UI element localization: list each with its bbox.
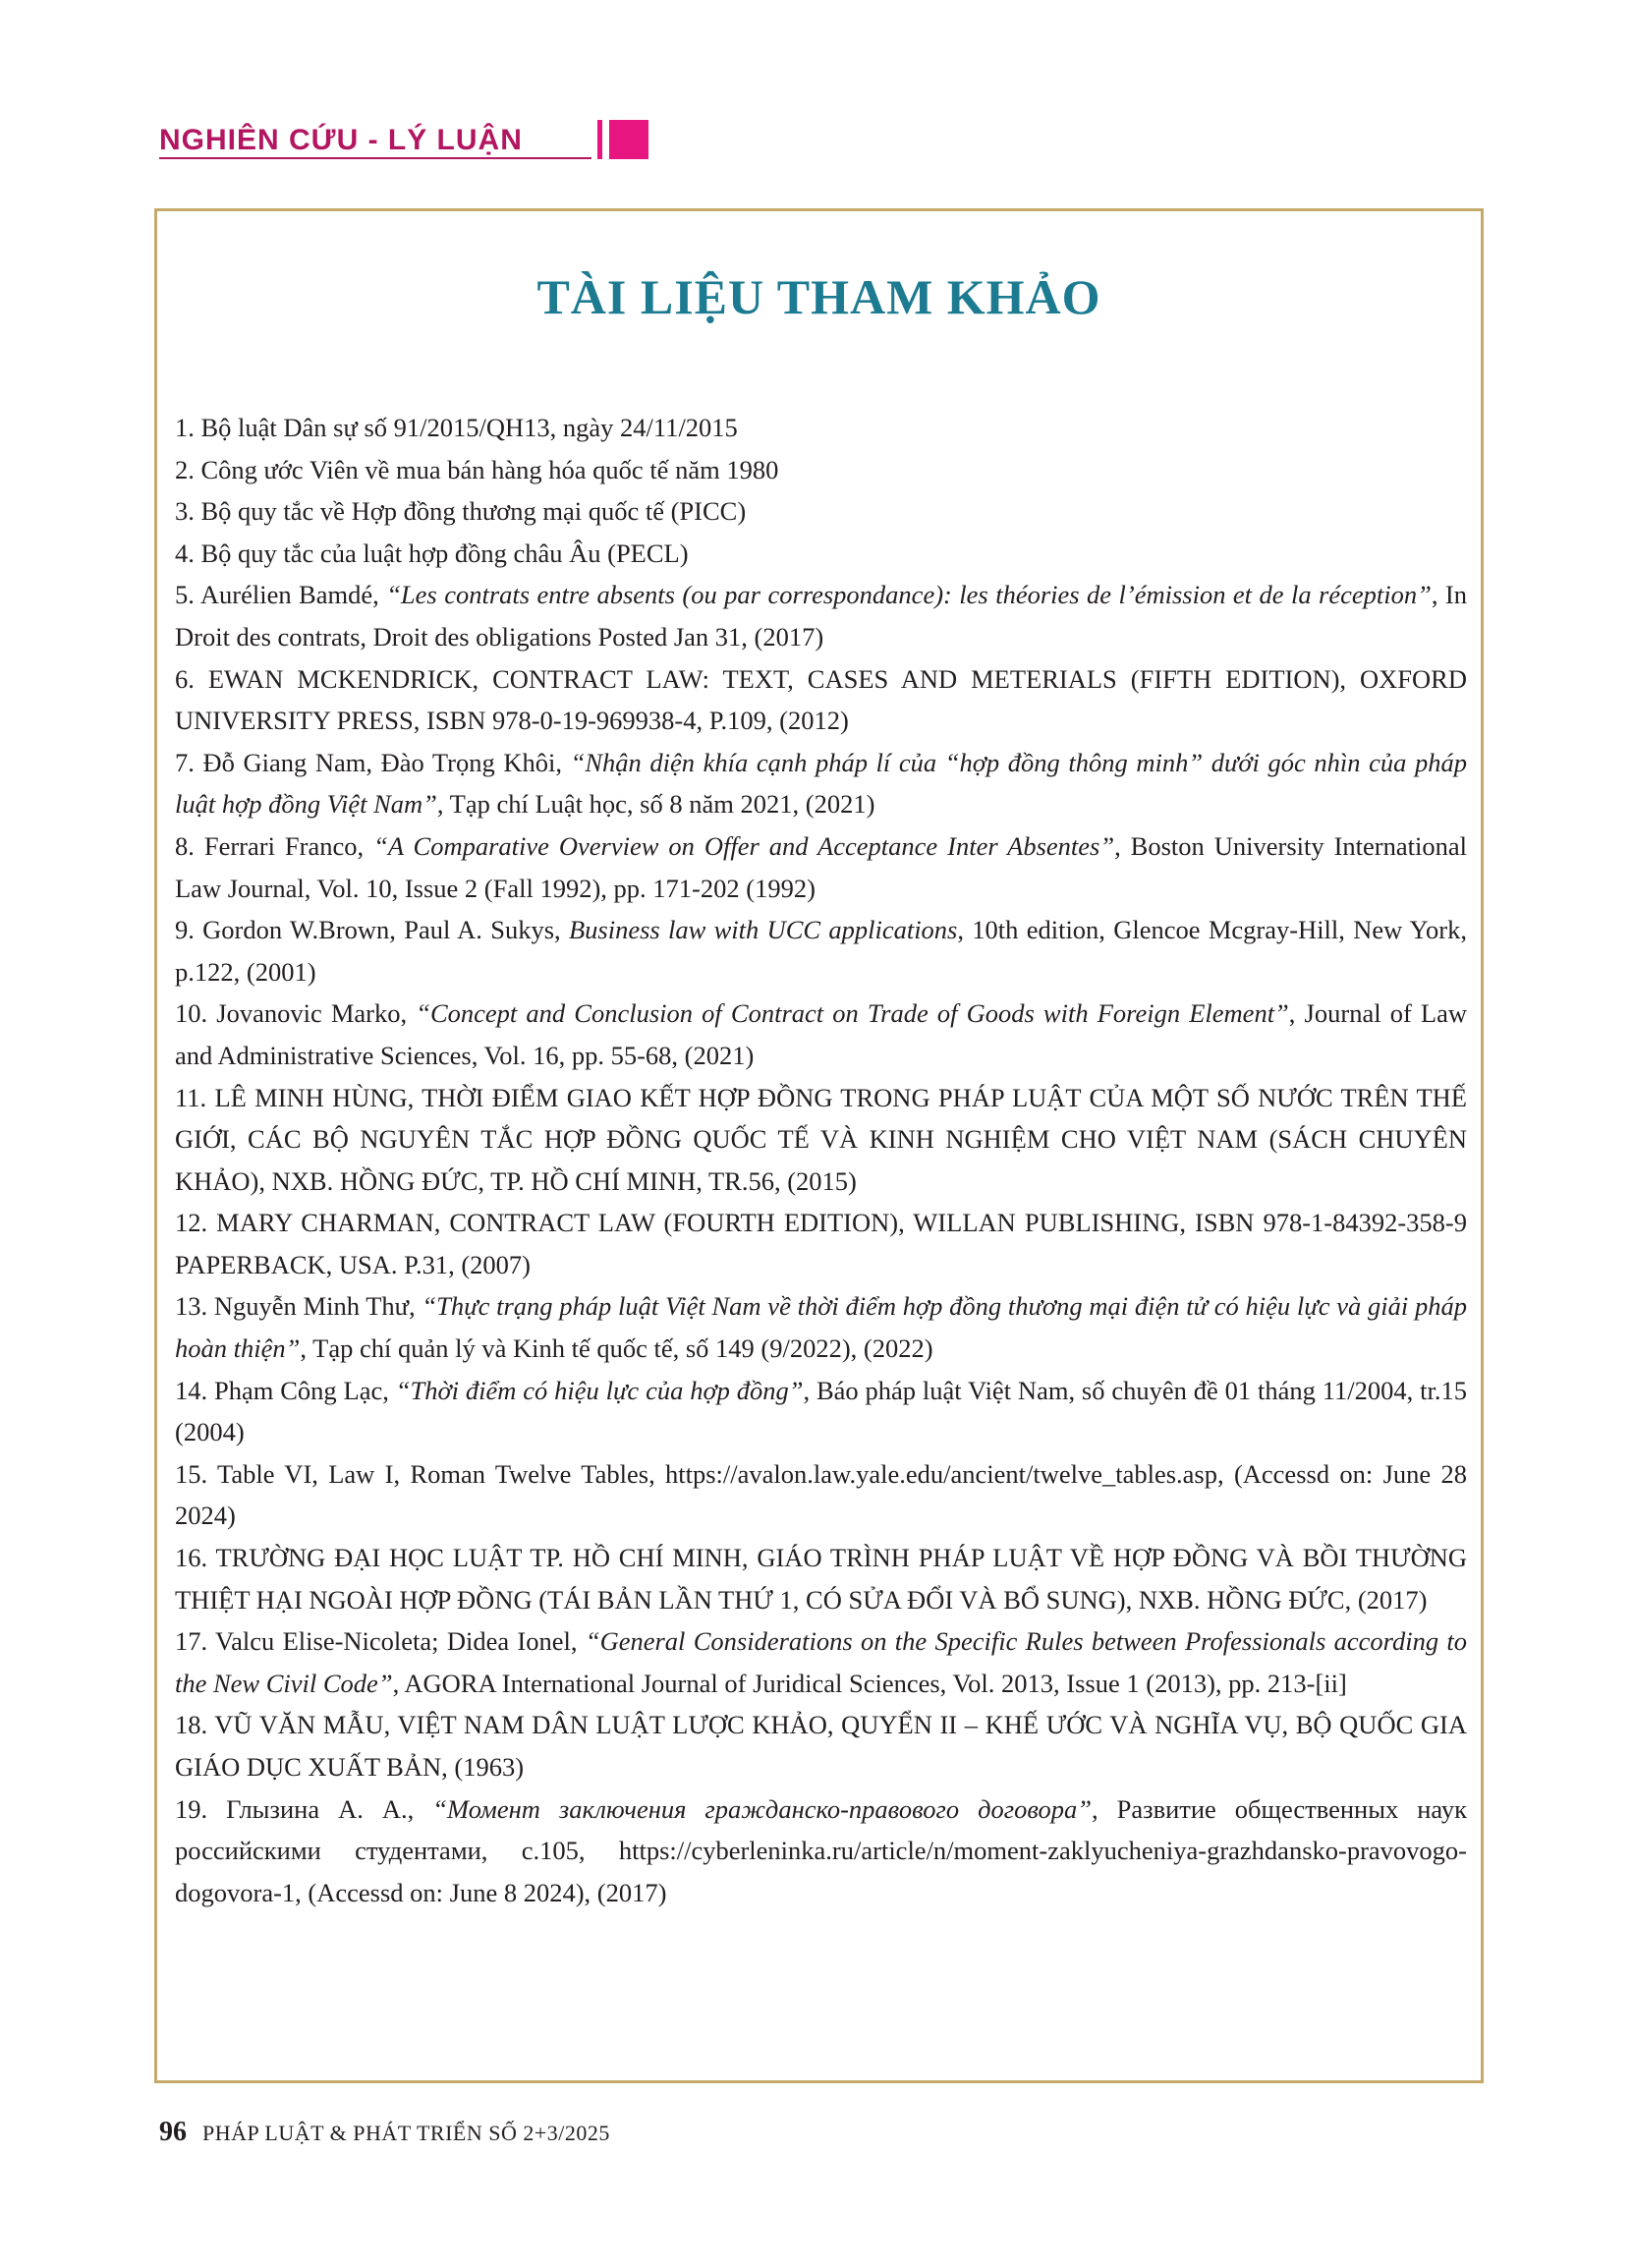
reference-item	[175, 909, 1467, 992]
reference-text: 3. Bộ quy tắc về Hợp đồng thương mại quốc tế (PICC)	[175, 496, 747, 527]
reference-title: “Nhận diện khía cạnh pháp lí của “hợp đồng thông minh” dưới góc nhìn của pháp luật hợp đồng Việt Nam”	[175, 747, 1467, 820]
reference-title: Business law with UCC applications	[568, 915, 958, 945]
reference-text: 7. Đỗ Giang Nam, Đào Trọng Khôi,	[175, 747, 571, 777]
page-footer	[159, 2117, 610, 2148]
reference-text: 12. MARY CHARMAN, CONTRACT LAW (FOURTH EDITION), WILLAN PUBLISHING, ISBN 978-1-84392-358-9 PAPERBACK, USA. P.31, (2007)	[175, 1208, 1467, 1279]
reference-item	[175, 992, 1467, 1076]
reference-text: 18. VŨ VĂN MẪU, VIỆT NAM DÂN LUẬT LƯỢC KHẢO, QUYỂN II – KHẾ ƯỚC VÀ NGHĨA VỤ, BỘ QUỐC GIA GIÁO DỤC XUẤT BẢN, (1963)	[175, 1710, 1467, 1782]
reference-details: , Journal of Law and Administrative Sciences, Vol. 16, pp. 55-68, (2021)	[175, 998, 1467, 1070]
reference-title: “Thời điểm có hiệu lực của hợp đồng”	[395, 1375, 804, 1405]
reference-title: “A Comparative Overview on Offer and Acceptance Inter Absentes”	[373, 830, 1115, 861]
reference-title: “Les contrats entre absents (ou par correspondance): les théories de l’émission et de la réception”	[386, 580, 1432, 610]
section-header	[159, 120, 650, 159]
section-accent-square	[609, 120, 648, 159]
reference-text: 6. EWAN MCKENDRICK, CONTRACT LAW: TEXT, CASES AND METERIALS (FIFTH EDITION), OXFORD UNIVERSITY PRESS, ISBN 978-0-19-969938-4, P.109, (2012)	[175, 663, 1467, 736]
reference-details: , Развитие общественных наук российскими студентами, с.105, https://cyberleninka.ru/article/n/moment-zaklyucheniya-grazhdansko-pravovogo-dogovora-1, (Accessd on: June 8 2024), (2017)	[175, 1793, 1467, 1907]
reference-item	[175, 1202, 1467, 1285]
reference-details: , AGORA International Journal of Juridical Sciences, Vol. 2013, Issue 1 (2013), pp. 213-[ii]	[392, 1668, 1347, 1698]
reference-item	[175, 742, 1467, 825]
reference-item	[175, 1285, 1467, 1369]
reference-item	[175, 490, 1467, 533]
reference-details: , Tạp chí Luật học, số 8 năm 2021, (2021)	[436, 789, 875, 820]
reference-item	[175, 658, 1467, 742]
reference-details: , Tạp chí quản lý và Kinh tế quốc tế, số 149 (9/2022), (2022)	[300, 1333, 933, 1364]
reference-details: , Báo pháp luật Việt Nam, số chuyên đề 01 tháng 11/2004, tr.15 (2004)	[175, 1375, 1467, 1447]
reference-details: , In Droit des contrats, Droit des obligations Posted Jan 31, (2017)	[175, 580, 1468, 652]
reference-text: 16. TRƯỜNG ĐẠI HỌC LUẬT TP. HỒ CHÍ MINH, GIÁO TRÌNH PHÁP LUẬT VỀ HỢP ĐỒNG VÀ BỒI THƯỜNG THIỆT HẠI NGOÀI HỢP ĐỒNG (TÁI BẢN LẦN THỨ 1, CÓ SỬA ĐỔI VÀ BỔ SUNG), NXB. HỒNG ĐỨC, (2017)	[175, 1543, 1467, 1615]
reference-item	[175, 533, 1467, 575]
reference-item	[175, 449, 1467, 491]
reference-title: “Thực trạng pháp luật Việt Nam về thời điểm hợp đồng thương mại điện tử có hiệu lực và giải pháp hoàn thiện”	[175, 1291, 1467, 1364]
publication-name: PHÁP LUẬT & PHÁT TRIỂN SỐ 2+3/2025	[202, 2121, 610, 2145]
reference-text: 15. Table VI, Law I, Roman Twelve Tables, https://avalon.law.yale.edu/ancient/twelve_tables.asp, (Accessd on: June 28 2024)	[175, 1458, 1467, 1531]
reference-item	[175, 1704, 1467, 1787]
reference-item	[175, 407, 1467, 449]
references-box	[154, 208, 1484, 2083]
reference-text: 8. Ferrari Franco,	[175, 830, 374, 861]
reference-title: “General Considerations on the Specific Rules between Professionals according to the New Civil Code”	[175, 1626, 1467, 1698]
reference-item	[175, 1620, 1467, 1704]
references-title: TÀI LIỆU THAM KHẢO	[536, 269, 1101, 324]
references-list	[175, 407, 1467, 1913]
reference-item	[175, 825, 1467, 909]
reference-text: 9. Gordon W.Brown, Paul A. Sukys,	[175, 915, 569, 945]
reference-text: 17. Valcu Elise-Nicoleta; Didea Ionel,	[175, 1626, 586, 1657]
page-number: 96	[159, 2117, 187, 2147]
reference-item	[175, 1453, 1467, 1537]
section-accent-bar-thin	[597, 120, 602, 159]
section-underline	[159, 157, 591, 159]
reference-text: 1. Bộ luật Dân sự số 91/2015/QH13, ngày 24/11/2015	[175, 413, 738, 442]
reference-item	[175, 1537, 1467, 1620]
reference-details: , 10th edition, Glencoe Mcgray-Hill, New York, p.122, (2001)	[175, 915, 1467, 987]
reference-item	[175, 1077, 1467, 1203]
reference-item	[175, 1370, 1467, 1453]
reference-text: 13. Nguyễn Minh Thư,	[175, 1291, 422, 1322]
reference-text: 11. LÊ MINH HÙNG, THỜI ĐIỂM GIAO KẾT HỢP ĐỒNG TRONG PHÁP LUẬT CỦA MỘT SỐ NƯỚC TRÊN THẾ GIỚI, CÁC BỘ NGUYÊN TẮC HỢP ĐỒNG QUỐC TẾ VÀ KINH NGHIỆM CHO VIỆT NAM (SÁCH CHUYÊN KHẢO), NXB. HỒNG ĐỨC, TP. HỒ CHÍ MINH, TR.56, (2015)	[175, 1082, 1467, 1196]
reference-text: 10. Jovanovic Marko,	[175, 998, 417, 1029]
reference-details: , Boston University International Law Journal, Vol. 10, Issue 2 (Fall 1992), pp. 171-202 (1992)	[175, 830, 1467, 903]
reference-text: 4. Bộ quy tắc của luật hợp đồng châu Âu (PECL)	[175, 538, 689, 568]
reference-text: 2. Công ước Viên về mua bán hàng hóa quốc tế năm 1980	[175, 454, 779, 484]
reference-title: “Concept and Conclusion of Contract on Trade of Goods with Foreign Element”	[416, 998, 1289, 1029]
section-label: NGHIÊN CỨU - LÝ LUẬN	[159, 124, 523, 156]
reference-text: 19. Глызина А. А.,	[175, 1793, 433, 1824]
reference-text: 14. Phạm Công Lạc,	[175, 1375, 396, 1405]
reference-item	[175, 574, 1467, 657]
reference-item	[175, 1788, 1467, 1914]
reference-title: “Момент заключения гражданско-правового договора”	[432, 1793, 1092, 1824]
reference-text: 5. Aurélien Bamdé,	[175, 580, 387, 610]
